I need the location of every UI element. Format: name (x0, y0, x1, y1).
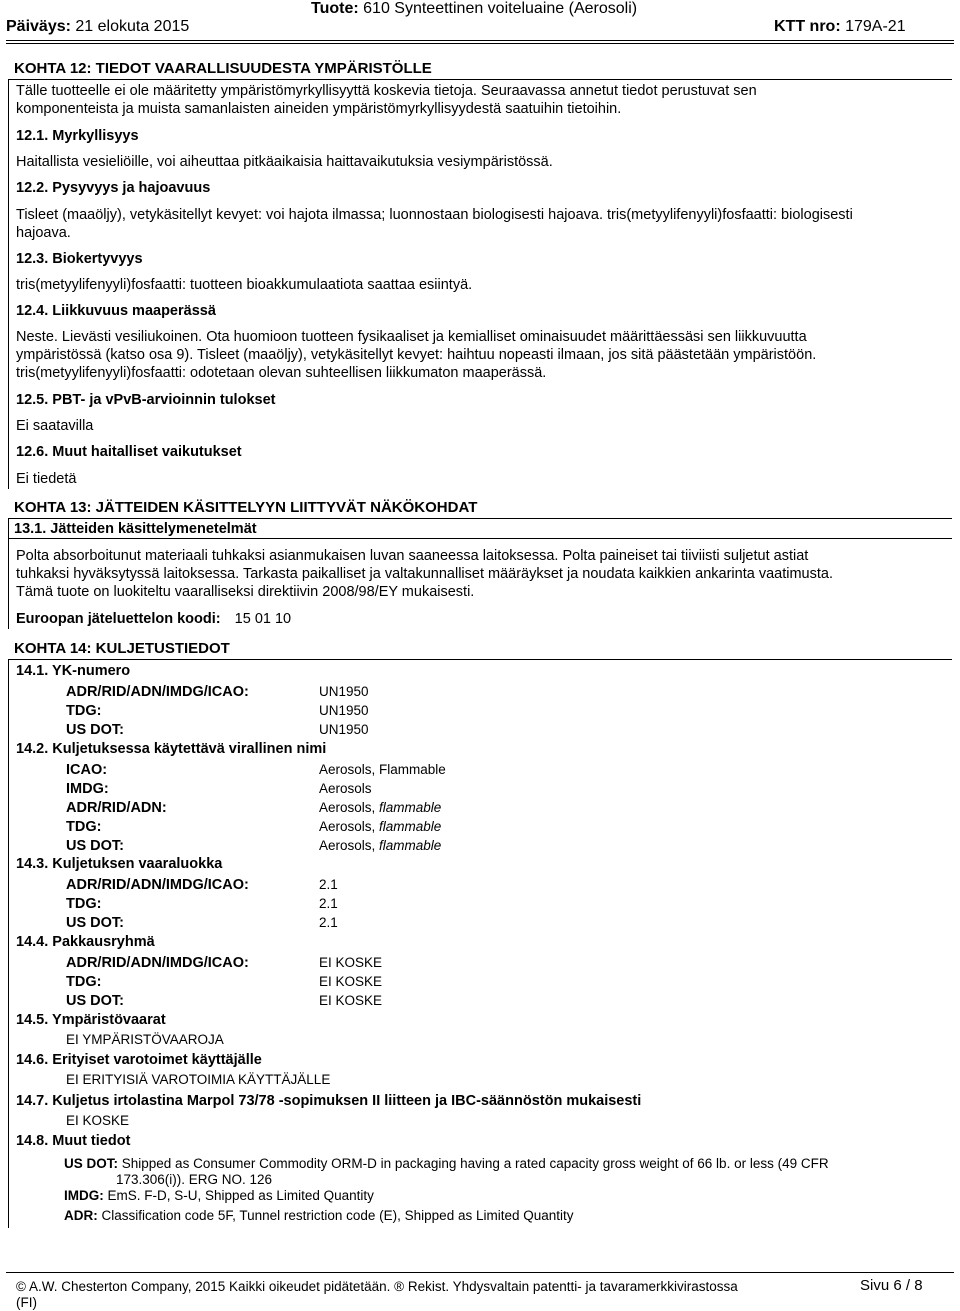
text-14-7: EI KOSKE (66, 1113, 130, 1128)
other-info-usdot (64, 1156, 829, 1171)
transport-row-label: ADR/RID/ADN/IMDG/ICAO: (66, 684, 249, 700)
transport-row-label: TDG: (66, 896, 102, 912)
transport-row-label: TDG: (66, 703, 102, 719)
footer-rule (6, 1272, 954, 1273)
transport-row-value (319, 703, 369, 718)
transport-row-label: ADR/RID/ADN/IMDG/ICAO: (66, 955, 249, 971)
other-info-imdg (64, 1188, 374, 1203)
section-13-title: KOHTA 13: JÄTTEIDEN KÄSITTELYYN LIITTYVÄT NÄKÖKOHDAT (14, 499, 478, 516)
date-label: Päiväys: (6, 18, 71, 35)
usdot-text-1: Shipped as Consumer Commodity ORM-D in packaging having a rated capacity gross weight of 66 lb. or less (49 CFR (121, 1156, 829, 1171)
transport-value-text: Aerosols (319, 781, 372, 796)
transport-row-value (319, 993, 382, 1008)
transport-row-label: US DOT: (66, 722, 124, 738)
text-12-6: Ei tiedetä (16, 471, 77, 487)
section-13-left-border (8, 519, 9, 629)
heading-14-1: 14.1. YK-numero (16, 663, 131, 679)
heading-13-1: 13.1. Jätteiden käsittelymenetelmät (14, 521, 257, 537)
transport-row-value (319, 684, 369, 699)
adr-label: ADR: (64, 1208, 98, 1223)
footer-lang: (FI) (16, 1295, 37, 1310)
header-rule-2 (6, 43, 954, 44)
section-12-left-border (8, 80, 9, 489)
section-14-left-border (8, 660, 9, 1228)
heading-12-1: 12.1. Myrkyllisyys (16, 128, 139, 144)
transport-value-text: UN1950 (319, 722, 369, 737)
waste-code-label: Euroopan jäteluettelon koodi: (16, 611, 221, 627)
heading-14-6: 14.6. Erityiset varotoimet käyttäjälle (16, 1052, 262, 1068)
section-14-title: KOHTA 14: KULJETUSTIEDOT (14, 640, 230, 657)
text-14-5: EI YMPÄRISTÖVAAROJA (66, 1032, 224, 1047)
transport-row-value (319, 722, 369, 737)
transport-row-label: TDG: (66, 819, 102, 835)
transport-value-text: EI KOSKE (319, 974, 383, 989)
transport-row-value (319, 955, 382, 970)
transport-row-label: ADR/RID/ADN/IMDG/ICAO: (66, 877, 249, 893)
heading-12-5: 12.5. PBT- ja vPvB-arvioinnin tulokset (16, 392, 276, 408)
transport-row-value (319, 915, 338, 930)
heading-14-2: 14.2. Kuljetuksessa käytettävä virallinen nimi (16, 741, 327, 757)
transport-row-value (319, 800, 441, 815)
transport-row-value (319, 896, 338, 911)
section-13-rule (8, 518, 952, 519)
transport-row-label: IMDG: (66, 781, 109, 797)
date-value: 21 elokuta 2015 (75, 18, 190, 35)
ktt-value: 179A-21 (845, 18, 906, 35)
ktt-label: KTT nro: (774, 18, 841, 35)
transport-value-italic: flammable (379, 819, 442, 834)
section-12-intro-2: komponenteista ja muista samanlaisten aineiden ympäristömyrkyllisyydestä saatuihin tietoihin. (16, 101, 622, 117)
text-13-1-c: Tämä tuote on luokiteltu vaaralliseksi direktiivin 2008/98/EY mukaisesti. (16, 584, 475, 600)
transport-value-text: 2.1 (319, 896, 338, 911)
transport-row-label: TDG: (66, 974, 102, 990)
heading-14-5: 14.5. Ympäristövaarat (16, 1012, 166, 1028)
text-12-4-c: tris(metyylifenyyli)fosfaatti: odotetaan olevan suhteellisen liikkumaton maaperässä. (16, 365, 547, 381)
text-12-5: Ei saatavilla (16, 418, 94, 434)
transport-value-text: UN1950 (319, 703, 369, 718)
transport-value-text: Aerosols, Flammable (319, 762, 446, 777)
section-12-rule (8, 79, 952, 80)
waste-code (16, 610, 291, 628)
transport-row-label: ADR/RID/ADN: (66, 800, 167, 816)
imdg-text: EmS. F-D, S-U, Shipped as Limited Quantity (107, 1188, 374, 1203)
transport-row-value (319, 781, 372, 796)
product-label: Tuote: (311, 0, 359, 17)
usdot-label: US DOT: (64, 1156, 118, 1171)
transport-value-text: UN1950 (319, 684, 369, 699)
other-info-adr (64, 1208, 574, 1223)
text-13-1-a: Polta absorboitunut materiaali tuhkaksi asianmukaisen luvan saaneessa laitoksessa. Polta paineiset tai tiiviisti suljetut astiat (16, 548, 809, 564)
text-12-3: tris(metyylifenyyli)fosfaatti: tuotteen bioakkumulaatiota saattaa esiintyä. (16, 277, 473, 293)
section-13-1-rule (8, 538, 952, 539)
text-14-6: EI ERITYISIÄ VAROTOIMIA KÄYTTÄJÄLLE (66, 1072, 331, 1087)
heading-12-3: 12.3. Biokertyvyys (16, 251, 143, 267)
text-13-1-b: tuhkaksi hyväksytyssä laitoksessa. Tarkasta paikalliset ja valtakunnalliset määräykset ja noudata kaikkien ankarinta vaatimusta. (16, 566, 833, 582)
footer-page-number: Sivu 6 / 8 (860, 1277, 923, 1294)
heading-12-4: 12.4. Liikkuvuus maaperässä (16, 303, 216, 319)
imdg-label: IMDG: (64, 1188, 104, 1203)
transport-row-value (319, 974, 382, 989)
product-value: 610 Synteettinen voiteluaine (Aerosoli) (363, 0, 638, 17)
header-product (311, 0, 637, 18)
transport-value-text: Aerosols, (319, 819, 380, 834)
text-12-1: Haitallista vesieliöille, voi aiheuttaa pitkäaikaisia haittavaikutuksia vesiympäristössä. (16, 154, 553, 170)
heading-12-6: 12.6. Muut haitalliset vaikutukset (16, 444, 242, 460)
transport-row-value (319, 838, 441, 853)
header-rule-1 (6, 40, 954, 41)
transport-row-label: US DOT: (66, 993, 124, 1009)
transport-row-label: ICAO: (66, 762, 108, 778)
transport-row-value (319, 762, 446, 777)
heading-14-4: 14.4. Pakkausryhmä (16, 934, 155, 950)
heading-12-2: 12.2. Pysyvyys ja hajoavuus (16, 180, 211, 196)
transport-value-text: 2.1 (319, 915, 338, 930)
transport-value-text: Aerosols, (319, 838, 380, 853)
section-12-intro-1: Tälle tuotteelle ei ole määritetty ympäristömyrkyllisyyttä koskevia tietoja. Seuraavassa annetut tiedot perustuvat sen (16, 83, 757, 99)
section-12-title: KOHTA 12: TIEDOT VAARALLISUUDESTA YMPÄRISTÖLLE (14, 60, 432, 77)
heading-14-7: 14.7. Kuljetus irtolastina Marpol 73/78 -sopimuksen II liitteen ja IBC-säännöstön mukaisesti (16, 1093, 642, 1109)
header-date (6, 18, 189, 36)
footer-copyright: © A.W. Chesterton Company, 2015 Kaikki oikeudet pidätetään. ® Rekist. Yhdysvaltain patentti- ja tavaramerkkivirastossa (16, 1279, 738, 1294)
text-12-2-b: hajoava. (16, 225, 71, 241)
section-14-rule (8, 659, 952, 660)
adr-text: Classification code 5F, Tunnel restriction code (E), Shipped as Limited Quantity (101, 1208, 574, 1223)
usdot-text-2: 173.306(i)). ERG NO. 126 (116, 1172, 273, 1187)
transport-row-label: US DOT: (66, 915, 124, 931)
transport-value-italic: flammable (379, 838, 442, 853)
transport-value-text: 2.1 (319, 877, 338, 892)
transport-value-italic: flammable (379, 800, 442, 815)
transport-row-value (319, 877, 338, 892)
transport-value-text: EI KOSKE (319, 955, 383, 970)
heading-14-3: 14.3. Kuljetuksen vaaraluokka (16, 856, 223, 872)
text-12-2-a: Tisleet (maaöljy), vetykäsitellyt kevyet: voi hajota ilmassa; luonnostaan biologisesti hajoava. tris(metyylifenyyli)fosfaatti: biologisesti (16, 207, 853, 223)
heading-14-8: 14.8. Muut tiedot (16, 1133, 131, 1149)
transport-row-value (319, 819, 441, 834)
header-ktt (774, 18, 906, 36)
transport-row-label: US DOT: (66, 838, 124, 854)
text-12-4-a: Neste. Lievästi vesiliukoinen. Ota huomioon tuotteen fysikaaliset ja kemialliset ominaisuudet määrittäessäsi sen liikkuvuutta (16, 329, 807, 345)
transport-value-text: EI KOSKE (319, 993, 383, 1008)
text-12-4-b: ympäristössä (katso osa 9). Tisleet (maaöljy), vetykäsitellyt kevyet: haihtuu nopeasti ilmaan, jos sitä päästetään ympäristöön. (16, 347, 817, 363)
waste-code-value: 15 01 10 (234, 611, 292, 627)
transport-value-text: Aerosols, (319, 800, 380, 815)
